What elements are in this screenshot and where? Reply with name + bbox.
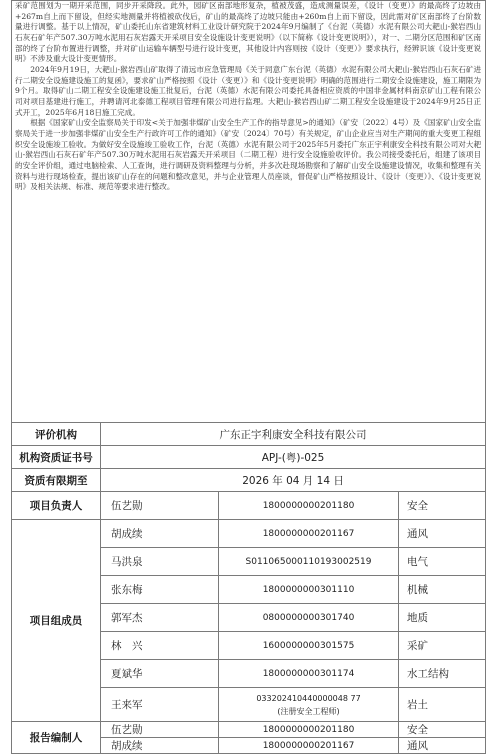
member-specialty: 通风: [399, 520, 486, 548]
report-label: 报告编制人: [12, 722, 101, 754]
org-name: 广东正宇利康安全科技有限公司: [101, 423, 486, 446]
validity-label: 资质有限期至: [12, 469, 101, 492]
member-name: 胡成续: [101, 738, 219, 754]
project-narrative: [12, 1, 486, 423]
leader-label: 项目负责人: [12, 492, 101, 520]
member-specialty: 水工结构: [399, 660, 486, 688]
member-name: 夏斌华: [101, 660, 219, 688]
member-specialty: 地质: [399, 604, 486, 632]
team-row: [12, 520, 486, 548]
member-name: 胡成续: [101, 520, 219, 548]
member-name: 马洪泉: [101, 548, 219, 576]
cert-number-line: 033202410440000048 77: [256, 693, 361, 703]
narrative-row: [12, 1, 486, 423]
member-cert: 1800000000301174: [219, 660, 399, 688]
org-label: 评价机构: [12, 423, 101, 446]
member-cert: 1800000000201167: [219, 520, 399, 548]
member-specialty: 电气: [399, 548, 486, 576]
info-table: [11, 0, 486, 754]
report-row: [12, 722, 486, 738]
member-cert: 1600000000301575: [219, 632, 399, 660]
cert-number: APJ-(粤)-025: [101, 446, 486, 469]
member-name: 伍艺勋: [101, 492, 219, 520]
cert-row: [12, 446, 486, 469]
member-specialty: 通风: [399, 738, 486, 754]
member-name: 张东梅: [101, 576, 219, 604]
member-name: 林 兴: [101, 632, 219, 660]
narrative-paragraph: 采矿范围划为一期开采范围，同步开采降段。此外，园矿区南部地形复杂，植被茂盛，造成测量误差，《设计（变更）》的最高终了边坡由+267m自上而下留设，但经实地测量并将植被砍伐后，矿山的最高终了边坡只能由+260m自上而下留设，因此需对矿区南部终了台阶数量进行调整。基于以上情况，矿山委托山东省建筑材料工业设计研究院于2024年9月编制了《台泥（英德）水泥有限公司大耙山-猴岩西山石灰石矿年产507.30万吨水泥用石灰岩露天开采项目安全设施设计变更说明》（以下简称《设计变更说明》），对一、二期分区范围和矿区南部的终了台阶布置进行调整，并对矿山运输车辆型号进行设计变更，其他设计内容则按《设计（变更）》要求执行，经辨识该《设计变更说明》不涉及重大设计变更情形。: [15, 1, 482, 64]
member-name: 伍艺勋: [101, 722, 219, 738]
member-specialty: 岩土: [399, 688, 486, 722]
validity-date: 2026 年 04 月 14 日: [101, 469, 486, 492]
team-label: 项目组成员: [12, 520, 101, 722]
member-cert: 1800000000201180: [219, 492, 399, 520]
member-cert: S011065000110193002519: [219, 548, 399, 576]
member-specialty: 安全: [399, 722, 486, 738]
validity-row: [12, 469, 486, 492]
member-specialty: 安全: [399, 492, 486, 520]
narrative-paragraph: 2024年9月19日，大耙山-猴岩西山矿取得了清远市应急管理局《关于同意广东台泥（英德）水泥有限公司大耙山-猴岩西山石灰石矿进行二期安全设施建设施工的复函》，要求矿山严格按照《设计（变更）》和《设计变更说明》明确的范围进行二期安全设施建设，施工期限为9个月。取得矿山二期工程安全设施建设施工批复后，台泥（英德）水泥有限公司委托具备相应资质的中国非金属材料南京矿山工程有限公司对项目基建进行施工，并聘请河北泰德工程项目管理有限公司进行监理。大耙山-猴岩西山矿二期工程安全设施建设于2024年9月25日正式开工，2025年6月18日施工完成。: [15, 64, 482, 117]
narrative-paragraph: 根据《国家矿山安全监察局关于印发<关于加强非煤矿山安全生产工作的指导意见>的通知》（矿安〔2022〕4号）及《国家矿山安全监察局关于进一步加强非煤矿山安全生产行政许可工作的通知》（矿安〔2024〕70号）有关规定，矿山企业应当对生产期间的重大变更工程组织安全设施竣工验收。为做好安全设施竣工验收工作，台泥（英德）水泥有限公司于2025年5月委托广东正宇利康安全科技有限公司对大耙山-猴岩西山石灰石矿年产507.30万吨水泥用石灰岩露天开采项目（二期工程）进行安全设施验收评价。我公司接受委托后，组建了该项目的安全评价组，通过电脑检索、人工查询，进行调研及资料整理与分析，并多次赴现场勘察和了解矿山安全设施建设情况，收集和整理有关资料与进行现场检查，提出该矿山存在的问题和整改意见，并与企业管理人员座谈，督促矿山严格按照设计、《设计（变更）》、《设计变更说明》及相关法规、标准、规范等要求进行整改。: [15, 118, 482, 192]
cert-label: 机构资质证书号: [12, 446, 101, 469]
member-cert: 1800000000201167: [219, 738, 399, 754]
member-cert: [219, 688, 399, 722]
member-name: 郭军杰: [101, 604, 219, 632]
evaluation-info-sheet: [11, 0, 485, 754]
member-cert: 1800000000201180: [219, 722, 399, 738]
member-cert: 1800000000301110: [219, 576, 399, 604]
leader-row: [12, 492, 486, 520]
member-name: 王来军: [101, 688, 219, 722]
member-cert: 0800000000301740: [219, 604, 399, 632]
cert-note-line: (注册安全工程师): [277, 706, 340, 716]
member-specialty: 机械: [399, 576, 486, 604]
org-row: [12, 423, 486, 446]
member-specialty: 采矿: [399, 632, 486, 660]
